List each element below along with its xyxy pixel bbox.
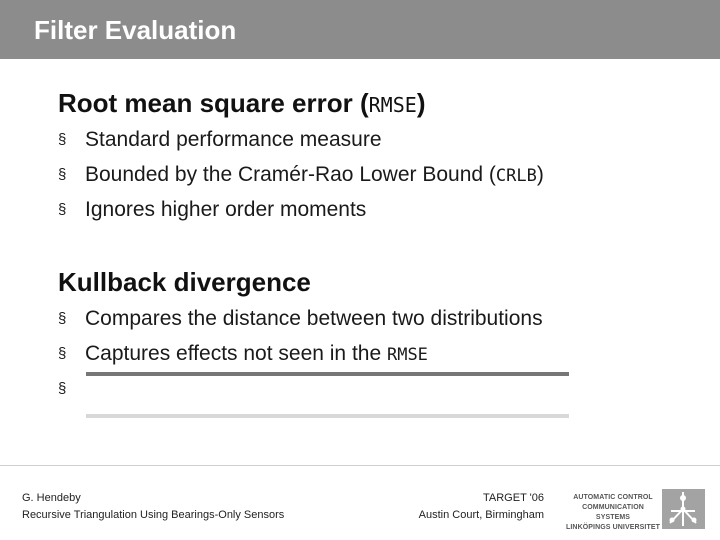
slide-title: Filter Evaluation [34, 15, 237, 45]
logo-line: AUTOMATIC CONTROL [573, 494, 653, 501]
section-heading-kullback: Kullback divergence [58, 267, 311, 297]
logo-line: LINKÖPINGS UNIVERSITET [566, 524, 660, 531]
footer-event-block [388, 490, 544, 524]
bullet-text: Captures effects not seen in the [85, 342, 387, 365]
bullet-marker: § [58, 310, 67, 327]
bullet-marker: § [58, 380, 67, 397]
bullet-item [58, 192, 544, 227]
bullet-text: Bounded by the Cramér-Rao Lower Bound ( [85, 163, 496, 186]
bullet-marker: § [58, 345, 67, 362]
bullet-marker: § [58, 166, 67, 183]
heading-end: ) [416, 88, 426, 118]
obscured-text-strip [86, 414, 569, 418]
university-logo-icon [662, 489, 705, 529]
bullet-list-kullback [58, 301, 543, 406]
bullet-text: Standard performance measure [85, 128, 382, 151]
bullet-item [58, 301, 543, 336]
university-logo-text [564, 493, 662, 533]
logo-line: COMMUNICATION SYSTEMS [582, 504, 644, 521]
obscured-text-bar [86, 372, 569, 376]
bullet-end: ) [536, 163, 544, 186]
bullet-abbr: CRLB [495, 166, 537, 186]
footer-event: TARGET '06 [483, 492, 544, 504]
bullet-marker: § [58, 131, 67, 148]
footer-venue: Austin Court, Birmingham [418, 509, 544, 521]
bullet-text: Compares the distance between two distributions [85, 307, 543, 330]
footer-talk-title: Recursive Triangulation Using Bearings-Only Sensors [22, 509, 285, 521]
bullet-list-rmse [58, 122, 544, 227]
heading-abbr: RMSE [368, 93, 417, 117]
footer-divider [0, 465, 720, 466]
bullet-item [58, 157, 544, 192]
bullet-item [58, 371, 543, 406]
bullet-abbr: RMSE [386, 345, 428, 365]
footer-author: G. Hendeby [22, 492, 81, 504]
title-bar [0, 0, 720, 59]
section-heading-rmse [58, 88, 425, 119]
bullet-text: Ignores higher order moments [85, 198, 367, 221]
bullet-item [58, 122, 544, 157]
heading-text: Root mean square error ( [58, 88, 369, 118]
bullet-marker: § [58, 201, 67, 218]
footer-author-block [22, 490, 284, 524]
bullet-item [58, 336, 543, 371]
